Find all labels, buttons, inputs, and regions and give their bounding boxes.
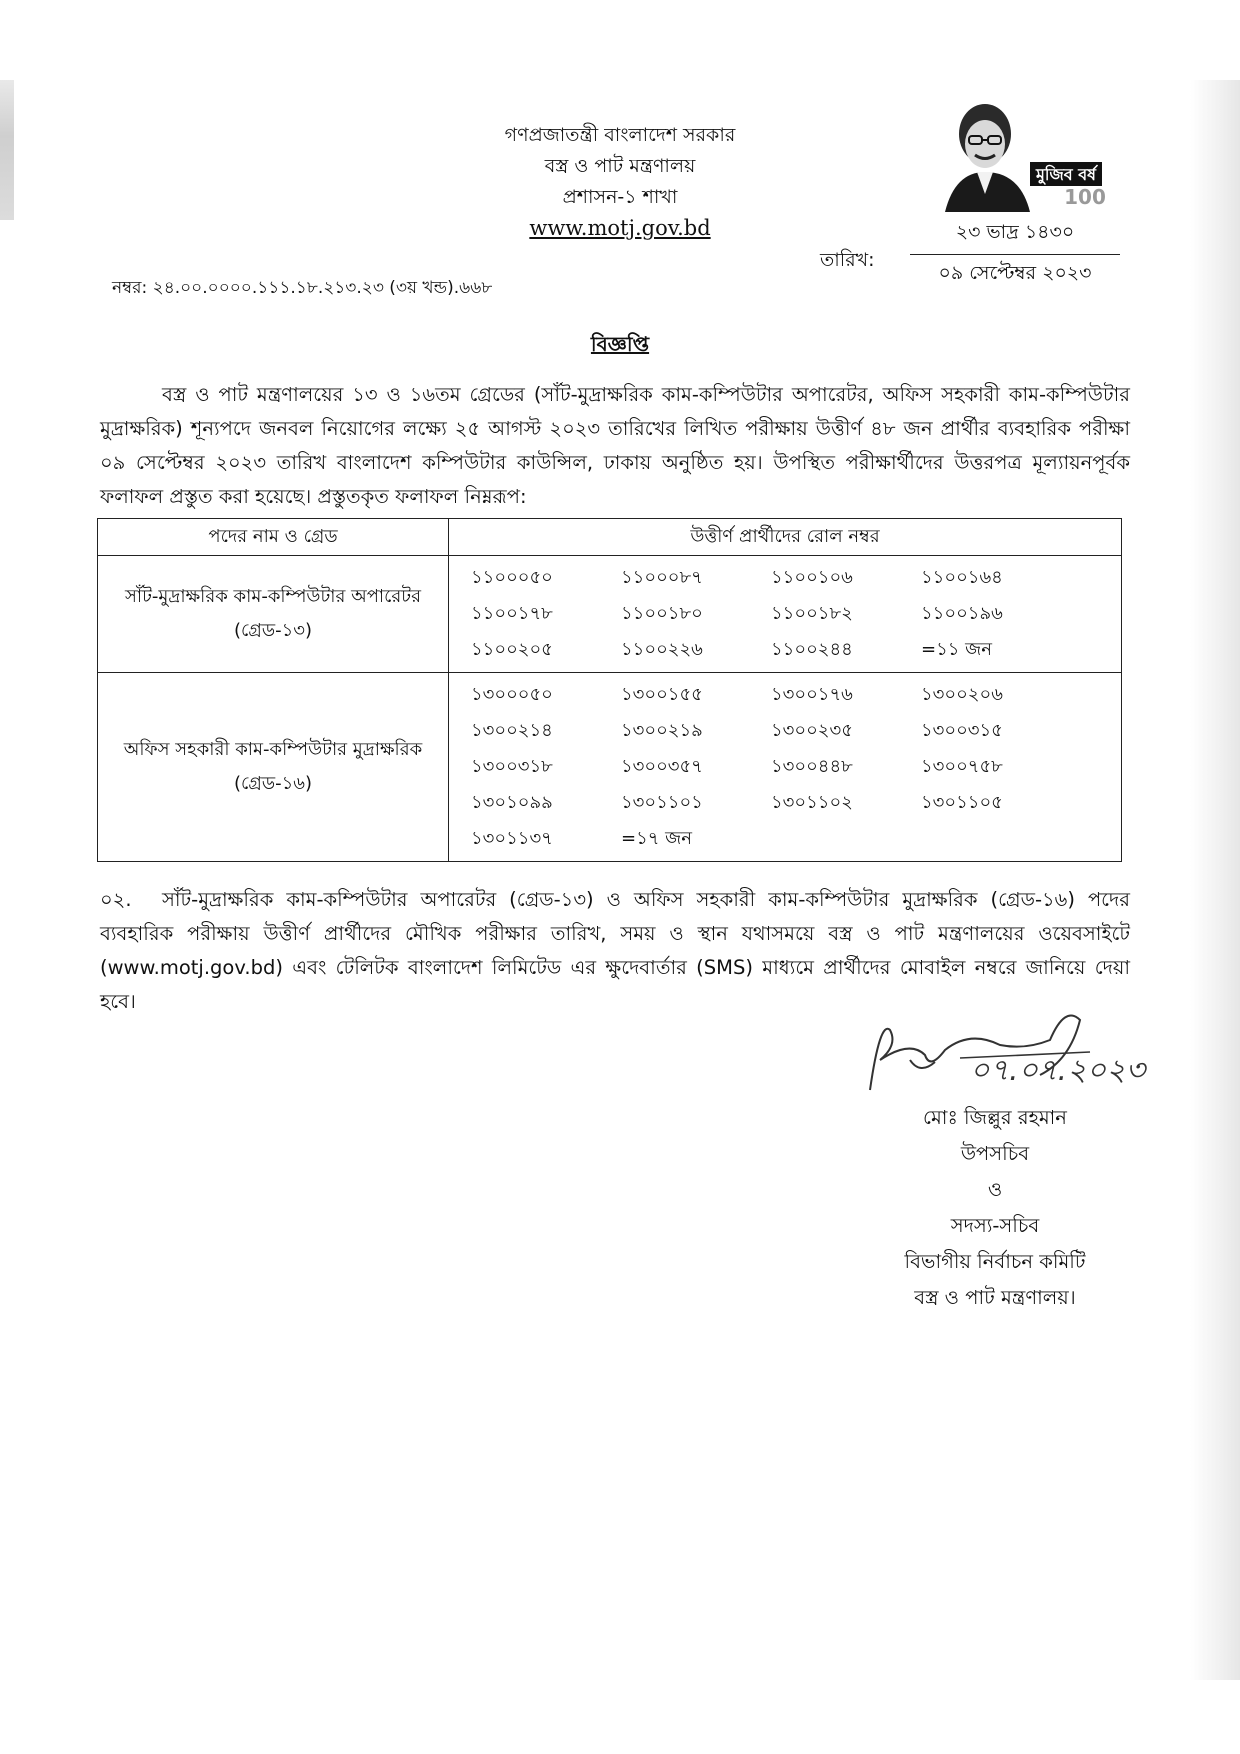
branch-name: প্রশাসন-১ শাখা — [562, 186, 678, 208]
notice-paragraph-1: বস্ত্র ও পাট মন্ত্রণালয়ের ১৩ ও ১৬তম গ্রেডের (সাঁট-মুদ্রাক্ষরিক কাম-কম্পিউটার অপারেটর, অফিস সহকারী কাম-কম্পিউটার মুদ্রাক্ষরিক) শূন্যপদে জনবল নিয়োগের লক্ষ্যে ২৫ আগস্ট ২০২৩ তারিখের লিখিত পরীক্ষায় উত্তীর্ণ ৪৮ জন প্রার্থীর ব্যবহারিক পরীক্ষা ০৯ সেপ্টেম্বর ২০২৩ তারিখ বাংলাদেশ কম্পিউটার কাউন্সিল, ঢাকায় অনুষ্ঠিত হয়। উপস্থিত পরীক্ষার্থীদের উত্তরপত্র মূল্যায়নপূর্বক ফলাফল প্রস্তুত করা হয়েছে। প্রস্তুতকৃত ফলাফল নিম্নরূপ: — [100, 383, 1130, 508]
signatory-role: সদস্য-সচিব — [950, 1214, 1040, 1237]
post-grade: (গ্রেড-১৬) — [234, 773, 312, 794]
roll-number: =১৭ জন — [621, 828, 693, 849]
signatory-block — [845, 1100, 1145, 1316]
date-label: তারিখ: — [820, 249, 875, 271]
post-name: সাঁট-মুদ্রাক্ষরিক কাম-কম্পিউটার অপারেটর — [125, 586, 421, 607]
post-cell — [98, 673, 449, 862]
roll-number: =১১ জন — [921, 639, 993, 660]
notice-paragraph-2 — [100, 883, 1130, 1019]
post-name: অফিস সহকারী কাম-কম্পিউটার মুদ্রাক্ষরিক — [123, 739, 423, 760]
table-header-post: পদের নাম ও গ্রেড — [98, 519, 449, 556]
post-grade: (গ্রেড-১৩) — [234, 620, 312, 641]
bangla-date: ২৩ ভাদ্র ১৪৩০ — [910, 218, 1120, 255]
ministry-name: বস্ত্র ও পাট মন্ত্রণালয় — [544, 155, 696, 177]
notice-title: বিজ্ঞপ্তি — [590, 332, 650, 356]
results-table — [97, 518, 1122, 862]
govt-name: গণপ্রজাতন্ত্রী বাংলাদেশ সরকার — [504, 124, 736, 146]
roll-number: ১৩০০২৩৫ — [771, 720, 853, 741]
paragraph-number: ০২. — [100, 888, 132, 911]
roll-list — [449, 562, 1121, 666]
date-box — [910, 218, 1120, 291]
svg-text:100: 100 — [1064, 185, 1106, 209]
roll-number: ১৩০০৩১৫ — [921, 720, 1003, 741]
signatory-conjunction: ও — [987, 1178, 1003, 1201]
roll-number: ১৩০০২১৪ — [471, 720, 553, 741]
english-date: ০৯ সেপ্টেম্বর ২০২৩ — [938, 262, 1092, 284]
roll-list — [449, 679, 1121, 855]
roll-number: ১১০০২৪৪ — [771, 639, 853, 660]
roll-number: ১১০০১০৬ — [771, 567, 853, 588]
rolls-cell — [449, 673, 1122, 862]
roll-number: ১৩০০১৭৬ — [771, 684, 853, 705]
roll-number: ১৩০০০৫০ — [471, 684, 553, 705]
signatory-ministry: বস্ত্র ও পাট মন্ত্রণালয়। — [914, 1286, 1076, 1309]
website-link[interactable]: www.motj.gov.bd — [529, 216, 711, 240]
roll-number: ১৩০১১০৫ — [921, 792, 1003, 813]
roll-number: ১৩০১১০২ — [771, 792, 853, 813]
post-cell — [98, 556, 449, 673]
signatory-designation: উপসচিব — [960, 1142, 1030, 1165]
roll-number: ১১০০০৮৭ — [621, 567, 703, 588]
roll-number: ১১০০১৮০ — [621, 603, 703, 624]
letterhead — [420, 120, 820, 244]
roll-number: ১১০০১৮২ — [771, 603, 853, 624]
roll-number: ১১০০২০৫ — [471, 639, 553, 660]
roll-number: ১১০০২২৬ — [621, 639, 703, 660]
roll-number: ১১০০১৬৪ — [921, 567, 1003, 588]
roll-number: ১৩০০১৫৫ — [621, 684, 703, 705]
rolls-cell — [449, 556, 1122, 673]
table-header-row — [98, 519, 1122, 556]
table-row — [98, 556, 1122, 673]
roll-number: ১১০০১৭৮ — [471, 603, 553, 624]
roll-number: ১৩০০৪৪৮ — [771, 756, 853, 777]
handwritten-signature — [850, 1000, 1210, 1110]
svg-text:০৭.০৭.২০২৩: ০৭.০৭.২০২৩ — [970, 1053, 1146, 1088]
roll-number: ১৩০০৩৫৭ — [621, 756, 703, 777]
signatory-name: মোঃ জিল্লুর রহমান — [923, 1106, 1067, 1129]
roll-number: ১৩০১০৯৯ — [471, 792, 553, 813]
roll-number: ১১০০০৫০ — [471, 567, 553, 588]
roll-number: ১৩০১১৩৭ — [471, 828, 553, 849]
roll-number: ১৩০১১০১ — [621, 792, 703, 813]
roll-number: ১৩০০৭৫৮ — [921, 756, 1003, 777]
signatory-committee: বিভাগীয় নির্বাচন কমিটি — [904, 1250, 1086, 1273]
paragraph-2-text: সাঁট-মুদ্রাক্ষরিক কাম-কম্পিউটার অপারেটর (গ্রেড-১৩) ও অফিস সহকারী কাম-কম্পিউটার মুদ্রাক্ষরিক (গ্রেড-১৬) পদের ব্যবহারিক পরীক্ষায় উত্তীর্ণ প্রার্থীদের মৌখিক পরীক্ষার তারিখ, সময় ও স্থান যথাসময়ে বস্ত্র ও পাট মন্ত্রণালয়ের ওয়েবসাইটে (www.motj.gov.bd) এবং টেলিটক বাংলাদেশ লিমিটেড এর ক্ষুদেবার্তার (SMS) মাধ্যমে প্রার্থীদের মোবাইল নম্বরে জানিয়ে দেয়া হবে। — [100, 888, 1130, 1013]
roll-number: ১৩০০৩১৮ — [471, 756, 553, 777]
roll-number: ১১০০১৯৬ — [921, 603, 1003, 624]
roll-number: ১৩০০২১৯ — [621, 720, 703, 741]
table-row — [98, 673, 1122, 862]
table-header-rolls: উত্তীর্ণ প্রার্থীদের রোল নম্বর — [449, 519, 1122, 556]
memo-number: নম্বর: ২৪.০০.০০০০.১১১.১৮.২১৩.২৩ (৩য় খন্ড).৬৬৮ — [112, 278, 493, 298]
mujib-borsho-logo-icon — [935, 92, 1125, 217]
roll-number: ১৩০০২০৬ — [921, 684, 1003, 705]
svg-text:মুজিব বর্ষ: মুজিব বর্ষ — [1036, 165, 1096, 184]
